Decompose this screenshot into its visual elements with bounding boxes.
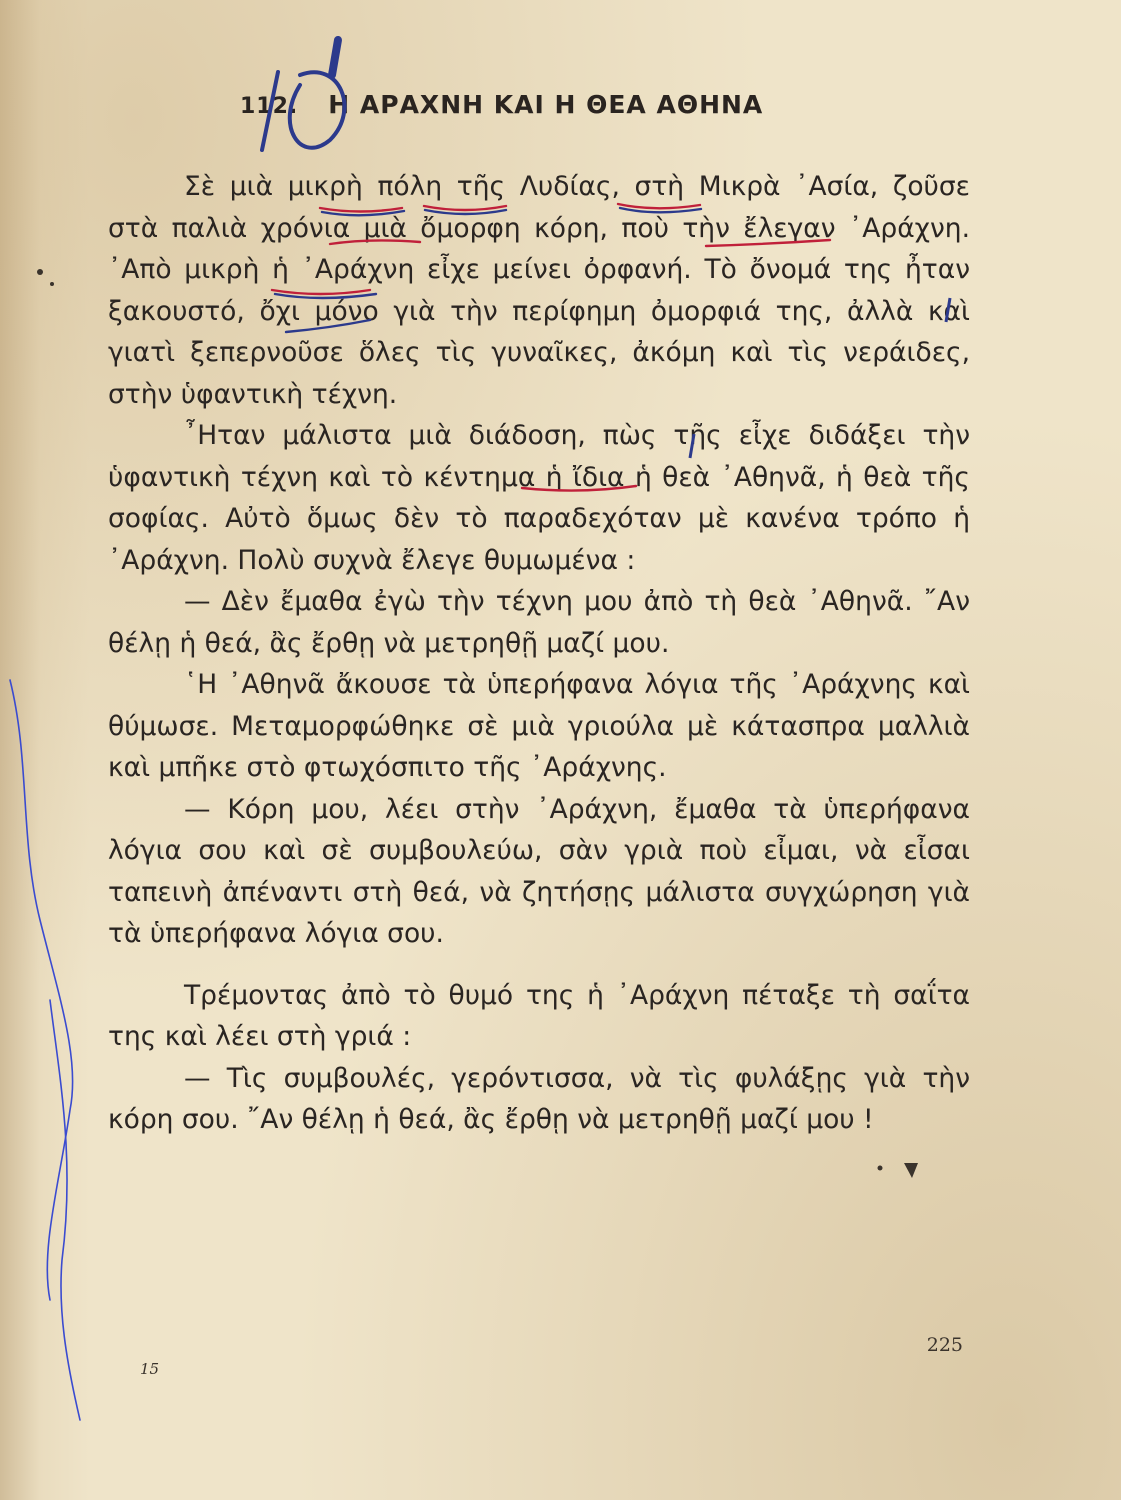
chapter-heading — [240, 90, 763, 119]
paragraph-7: — Τὶς συμβουλές, γερόντισσα, νὰ τὶς φυλάξῃς γιὰ τὴν κόρη σου. ῎Αν θέλῃ ἡ θεά, ἂς ἔρθῃ νὰ μετρηθῇ μαζί μου ! — [108, 1062, 970, 1135]
paragraph-1: Σὲ μιὰ μικρὴ πόλη τῆς Λυδίας, στὴ Μικρὰ ᾿Ασία, ζοῦσε στὰ παλιὰ χρόνια μιὰ ὄμορφη κόρη, ποὺ τὴν ἔλεγαν ᾿Αράχνη. ᾿Απὸ μικρὴ ἡ ᾿Αράχνη εἶχε μείνει ὀρφανή. Τὸ ὄνομά της ἦταν ξακουστό, ὄχι μόνο γιὰ τὴν περίφημη ὀμορφιά της, ἀλλὰ καὶ γιατὶ ξεπερνοῦσε ὅλες τὶς γυναῖκες, ἀκόμη καὶ τὶς νεράιδες, στὴν ὑφαντικὴ τέχνη. — [108, 171, 970, 410]
paragraph-2: ῏Ηταν μάλιστα μιὰ διάδοση, πὼς τῆς εἶχε διδάξει τὴν ὑφαντικὴ τέχνη καὶ τὸ κέντημα ἡ ἴδια ἡ θεὰ ᾿Αθηνᾶ, ἡ θεὰ τῆς σοφίας. Αὐτὸ ὅμως δὲν τὸ παραδεχόταν μὲ κανένα τρόπο ἡ ᾿Αράχνη. Πολὺ συχνὰ ἔλεγε θυμωμένα : — [108, 420, 970, 576]
page-number: 225 — [926, 1334, 963, 1356]
margin-pen-lines — [10, 680, 80, 1420]
signature-mark: 15 — [140, 1360, 160, 1378]
paragraph-6: Τρέμοντας ἀπὸ τὸ θυμό της ἡ ᾿Αράχνη πέταξε τὴ σαΐτα της καὶ λέει στὴ γριά : — [108, 979, 970, 1052]
story-body — [108, 166, 970, 1141]
chapter-number: 112. — [240, 94, 299, 119]
chapter-title: Η ΑΡΑΧΝΗ ΚΑΙ Η ΘΕΑ ΑΘΗΝΑ — [328, 90, 764, 119]
paragraph-3: — Δὲν ἔμαθα ἐγὼ τὴν τέχνη μου ἀπὸ τὴ θεὰ ᾿Αθηνᾶ. ῎Αν θέλῃ ἡ θεά, ἂς ἔρθῃ νὰ μετρηθῇ μαζί μου. — [108, 586, 970, 659]
paragraph-4: ῾Η ᾿Αθηνᾶ ἄκουσε τὰ ὑπερήφανα λόγια τῆς ᾿Αράχνης καὶ θύμωσε. Μεταμορφώθηκε σὲ μιὰ γριούλα μὲ κάτασπρα μαλλιὰ καὶ μπῆκε στὸ φτωχόσπιτο τῆς ᾿Αράχνης. — [108, 669, 970, 783]
paragraph-5: — Κόρη μου, λέει στὴν ᾿Αράχνη, ἔμαθα τὰ ὑπερήφανα λόγια σου καὶ σὲ συμβουλεύω, σὰν γριὰ ποὺ εἶμαι, νὰ εἶσαι ταπεινὴ ἀπέναντι στὴ θεά, νὰ ζητήσῃς μάλιστα συγχώρηση γιὰ τὰ ὑπερήφανα λόγια σου. — [108, 793, 970, 949]
